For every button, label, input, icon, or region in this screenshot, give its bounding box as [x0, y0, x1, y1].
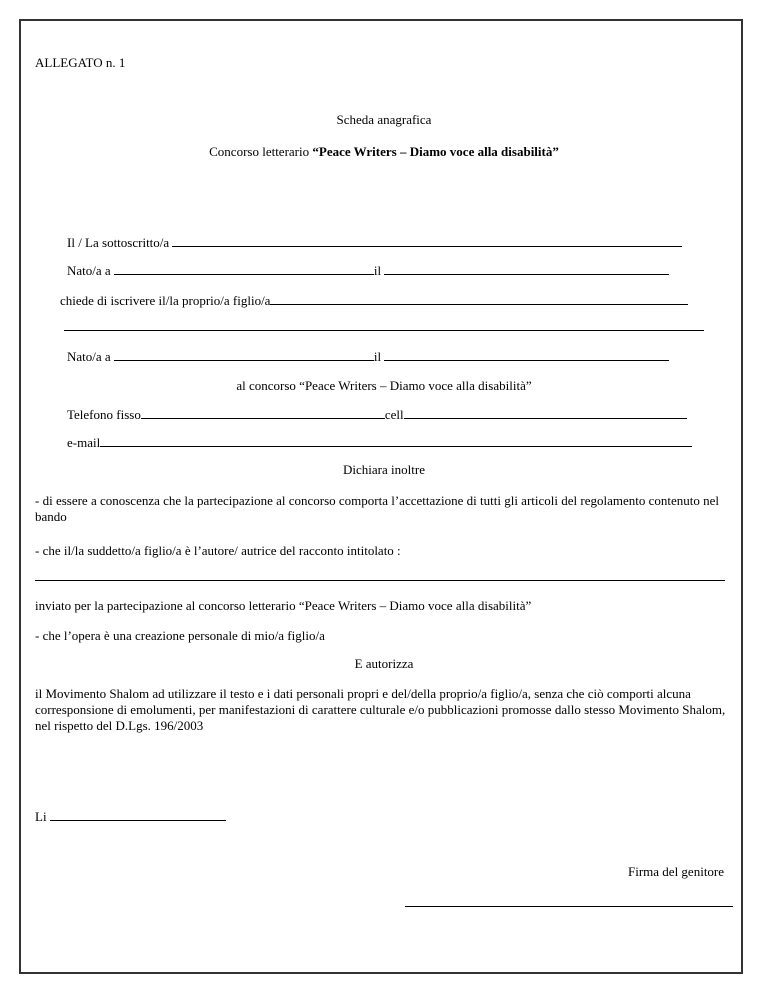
enroll-label: chiede di iscrivere il/la proprio/a figlio/a: [60, 293, 271, 308]
signature-field[interactable]: [405, 906, 733, 907]
enroll-row: [60, 292, 688, 309]
undersigned-row: [67, 234, 682, 251]
email-label: e-mail: [67, 435, 101, 450]
birth-row-parent: [67, 262, 669, 279]
birthplace-field[interactable]: [114, 262, 374, 275]
declaration-2: - che il/la suddetto/a figlio/a è l’autore/ autrice del racconto intitolato :: [35, 543, 401, 558]
phone-label: Telefono fisso: [67, 407, 141, 422]
contest-heading: [0, 144, 768, 160]
born-at-label: Nato/a a: [67, 263, 111, 278]
form-title: Scheda anagrafica: [336, 112, 432, 127]
birth-row-child: [67, 348, 669, 365]
contest-name: “Peace Writers – Diamo voce alla disabilità”: [312, 144, 559, 159]
undersigned-label: Il / La sottoscritto/a: [67, 235, 170, 250]
place-label: Li: [35, 809, 47, 824]
declaration-3: - che l’opera è una creazione personale di mio/a figlio/a: [35, 628, 325, 643]
place-row: [35, 808, 226, 825]
declaration-1: - di essere a conoscenza che la partecipazione al concorso comporta l’accettazione di tutti gli articoli del regolamento contenuto nel bando: [35, 493, 720, 524]
born-at-label-child: Nato/a a: [67, 349, 111, 364]
authorization-text: il Movimento Shalom ad utilizzare il testo e i dati personali propri e del/della proprio/a figlio/a, senza che ciò comporti alcuna corresponsione di emolumenti, per manifestazioni di carattere culturale e/o pubblicazioni promosse dallo stesso Movimento Shalom, nel rispetto del D.Lgs. 196/2003: [35, 686, 726, 733]
email-row: [67, 434, 692, 451]
birthdate-field[interactable]: [384, 262, 669, 275]
annex-label: ALLEGATO n. 1: [35, 55, 126, 70]
authorizes-heading: E autorizza: [354, 656, 414, 671]
child-birthdate-label: il: [373, 349, 382, 364]
story-title-field[interactable]: [35, 580, 725, 581]
declares-heading: Dichiara inoltre: [343, 462, 425, 477]
cell-field[interactable]: [404, 406, 687, 419]
child-birthdate-field[interactable]: [384, 348, 669, 361]
phone-field[interactable]: [141, 406, 385, 419]
contest-line: al concorso “Peace Writers – Diamo voce alla disabilità”: [236, 378, 532, 393]
child-name-field-line[interactable]: [64, 330, 704, 331]
phone-row: [67, 406, 687, 423]
sent-for-text: inviato per la partecipazione al concorso letterario “Peace Writers – Diamo voce alla disabilità”: [35, 598, 532, 613]
child-name-field[interactable]: [270, 292, 688, 305]
email-field[interactable]: [100, 434, 692, 447]
place-date-field[interactable]: [50, 808, 226, 821]
undersigned-field[interactable]: [172, 234, 682, 247]
signature-label: Firma del genitore: [628, 864, 725, 879]
child-birthplace-field[interactable]: [114, 348, 374, 361]
contest-prefix: Concorso letterario: [209, 144, 313, 159]
cell-label: cell: [384, 407, 404, 422]
birthdate-label: il: [373, 263, 382, 278]
